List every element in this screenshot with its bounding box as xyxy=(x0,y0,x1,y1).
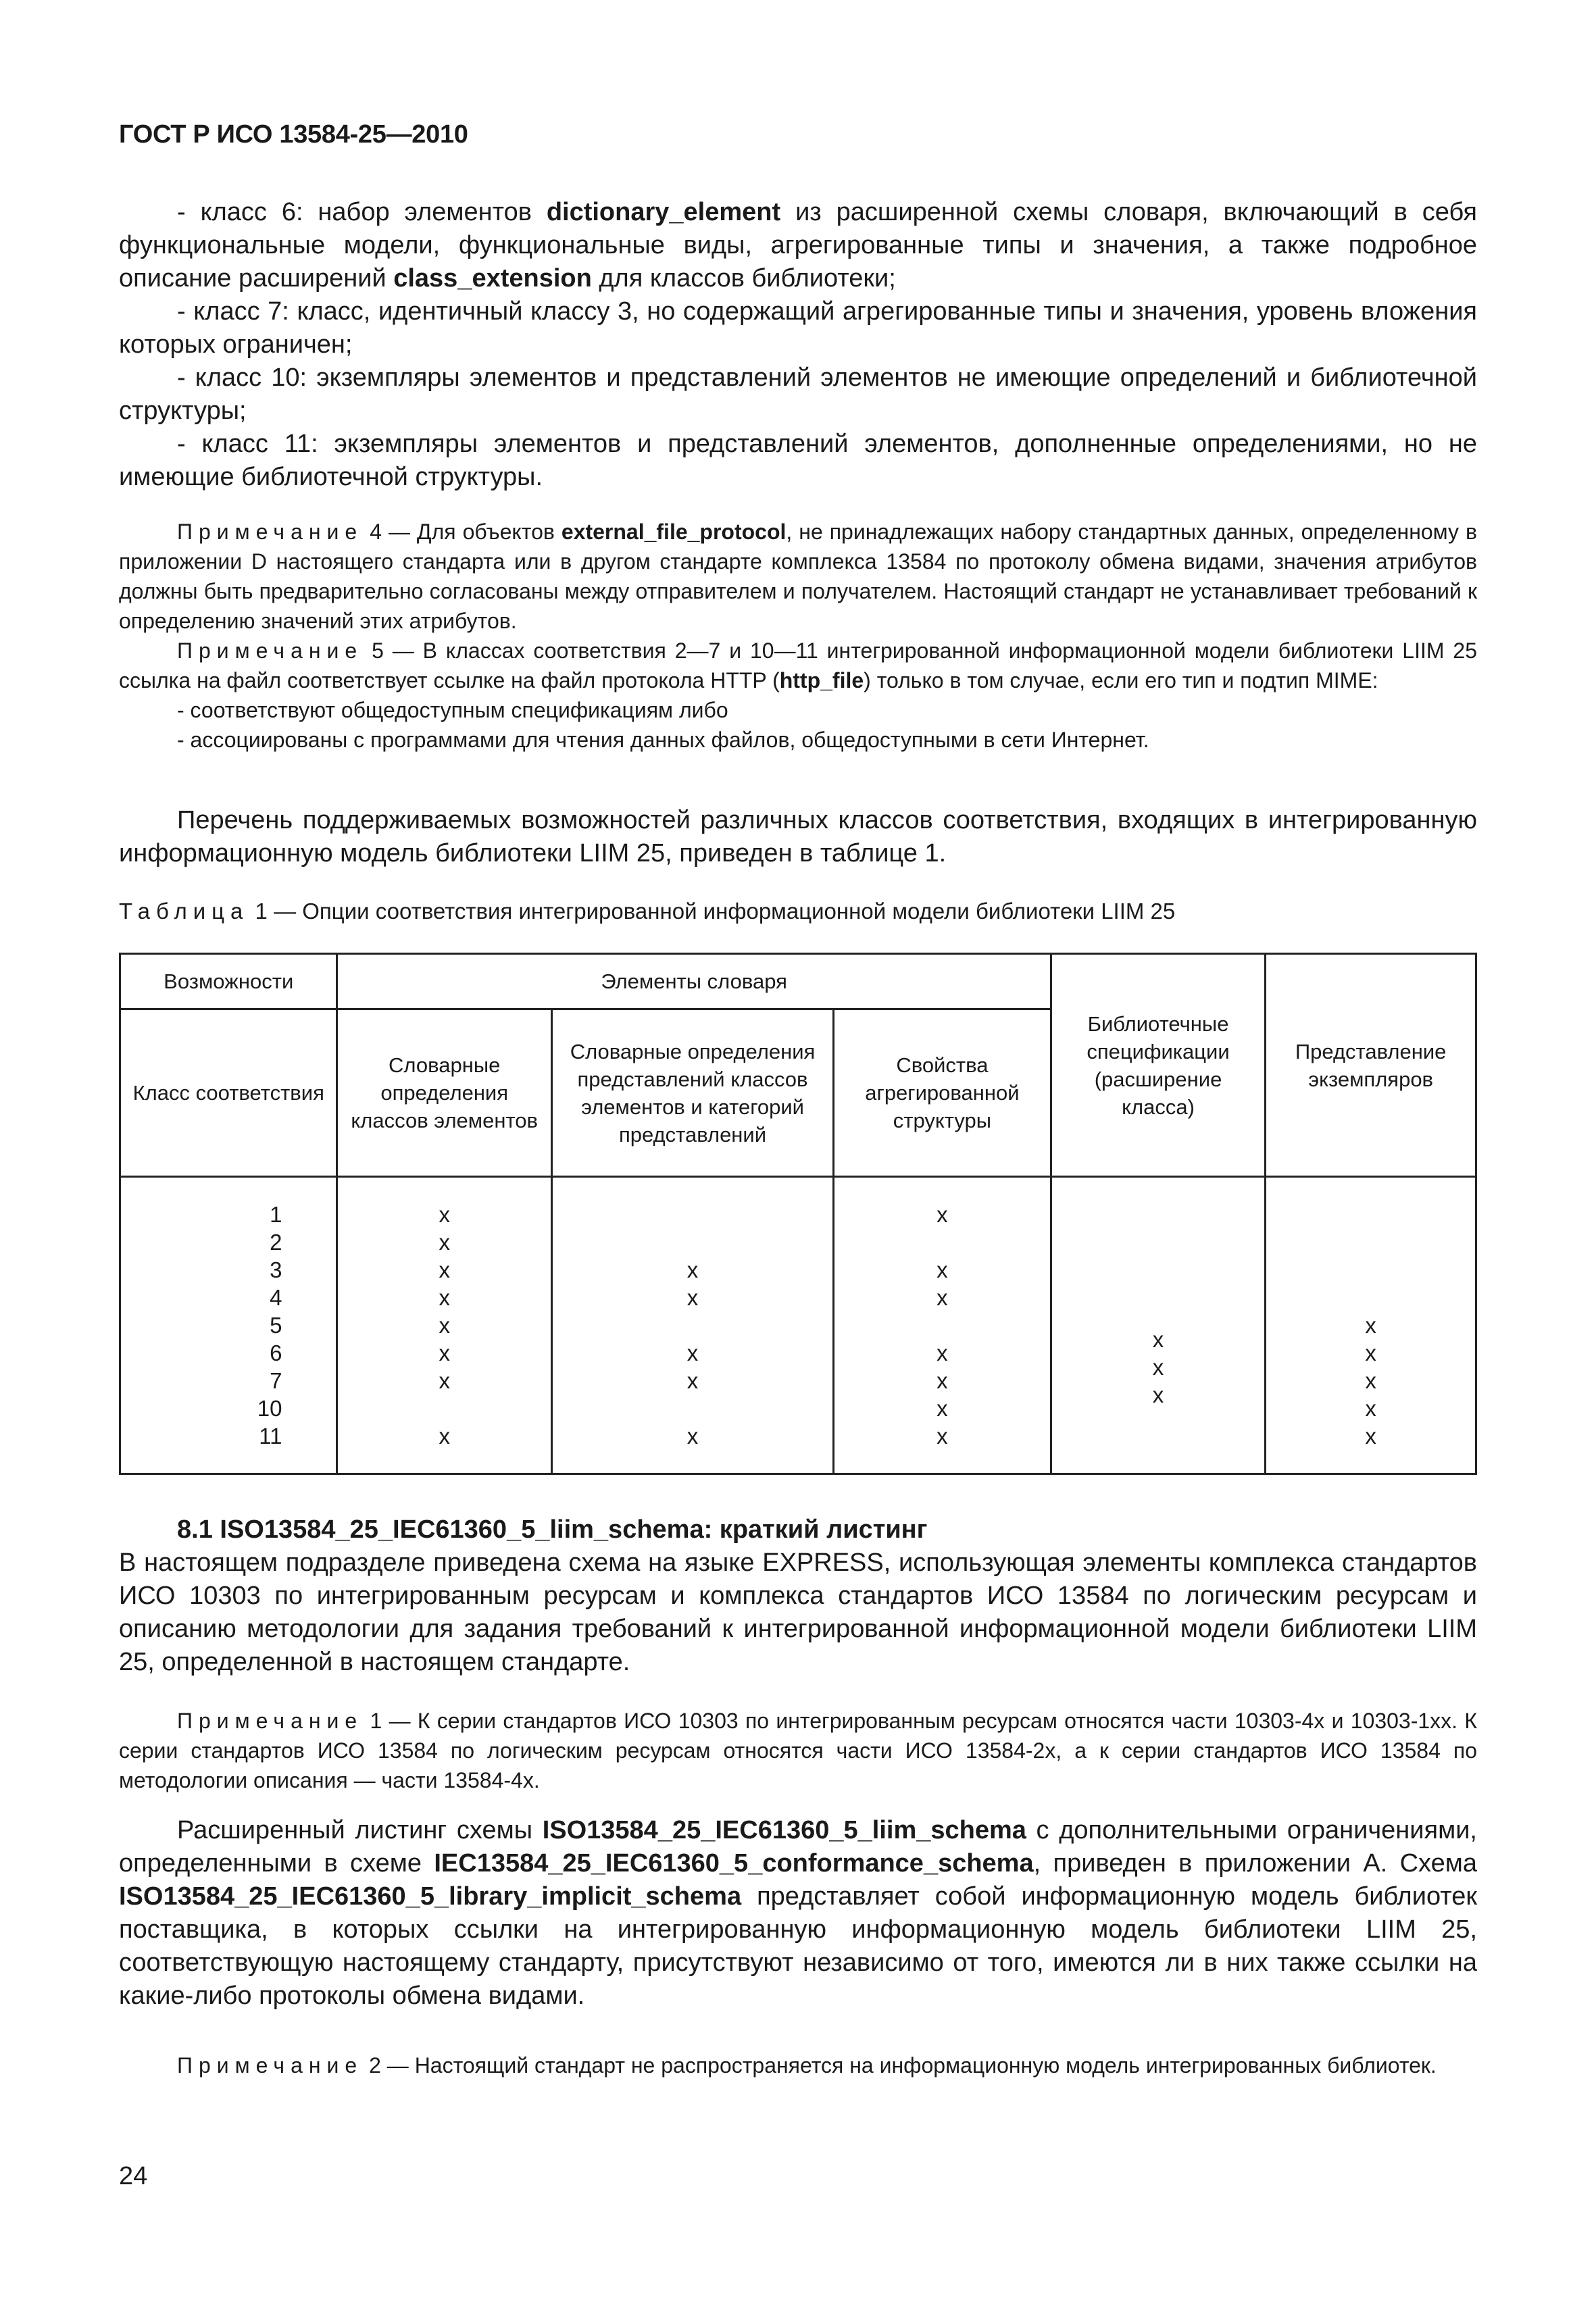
header-possibilities: Возможности xyxy=(120,954,337,1009)
section-8-1 xyxy=(119,1513,1477,1679)
note-1-block xyxy=(119,1706,1477,1795)
notes-block xyxy=(119,517,1477,755)
note-2-block xyxy=(119,2051,1477,2080)
intro-item-class6: - класс 6: набор элементов dictionary_element из расширенной схемы словаря, включающий в себя функциональные модели, функциональные виды, агрегированные типы и значения, а также подробное описание расширений class_extension для классов библиотеки; xyxy=(119,198,1477,293)
column-class-values: 1 2 3 4 5 6 7 10 11 xyxy=(120,1177,337,1474)
note-2: Примечание 2 — Настоящий стандарт не распространяется на информационную модель интегрированных библиотек. xyxy=(177,2053,1437,2078)
header-library-specs: Библиотечные спецификации (расширение класса) xyxy=(1051,954,1266,1177)
column-instances-values: x x x x x xyxy=(1266,1177,1476,1474)
table-caption: Таблица 1 — Опции соответствия интегрированной информационной модели библиотеки LIIM 25 xyxy=(119,899,1176,924)
column-library-values: x x x xyxy=(1051,1177,1266,1474)
column-definitions-values: x x x x x x x x xyxy=(337,1177,551,1474)
document-header: ГОСТ Р ИСО 13584-25—2010 xyxy=(119,120,468,149)
intro-item-class11: - класс 11: экземпляры элементов и представлений элементов, дополненные определениями, но не имеющие библиотечной структуры. xyxy=(119,430,1477,491)
conformance-table xyxy=(119,953,1477,1475)
note-5-item: - ассоциированы с программами для чтения данных файлов, общедоступными в сети Интернет. xyxy=(177,728,1149,752)
section-paragraph: В настоящем подразделе приведена схема на языке EXPRESS, использующая элементы комплекса стандартов ИСО 10303 по интегрированным ресурсам и комплекса стандартов ИСО 13584 по логическим ресурсам и описанию методологии для задания требований к интегрированной информационной модели библиотеки LIIM 25, определенной в настоящем стандарте. xyxy=(119,1549,1477,1676)
header-dictionary-definitions: Словарные определения классов элементов xyxy=(337,1009,551,1177)
section-title: 8.1 ISO13584_25_IEC61360_5_liim_schema: краткий листинг xyxy=(177,1515,928,1544)
header-instances: Представление экземпляров xyxy=(1266,954,1476,1177)
column-view-values: x x x x x xyxy=(551,1177,833,1474)
header-view-definitions: Словарные определения представлений классов элементов и категорий представлений xyxy=(551,1009,833,1177)
header-aggregate-properties: Свойства агрегированной структуры xyxy=(834,1009,1051,1177)
intro-item-class10: - класс 10: экземпляры элементов и представлений элементов не имеющие определений и библиотечной структуры; xyxy=(119,363,1477,425)
note-1: Примечание 1 — К серии стандартов ИСО 10303 по интегрированным ресурсам относятся части 10303-4х и 10303-1хх. К серии стандартов ИСО 13584 по логическим ресурсам относятся части ИСО 13584-2х, а к серии стандартов ИСО 13584 по методологии описания — части 13584-4х. xyxy=(119,1709,1477,1792)
intro-item-class7: - класс 7: класс, идентичный классу 3, но содержащий агрегированные типы и значения, уровень вложения которых ограничен; xyxy=(119,297,1477,359)
extended-listing-paragraph: Расширенный листинг схемы ISO13584_25_IEC61360_5_liim_schema с дополнительными ограничениями, определенными в схеме IEC13584_25_IEC61360_5_conformance_schema, приведен в приложении А. Схема ISO13584_25_IEC61360_5_library_implicit_schema представляет собой информационную модель библиотек поставщика, в которых ссылки на интегрированную информационную модель библиотеки LIIM 25, соответствующую настоящему стандарту, присутствуют независимо от того, имеются ли в них также ссылки на какие-либо протоколы обмена видами. xyxy=(119,1816,1477,2010)
note-5-item: - соответствуют общедоступным спецификациям либо xyxy=(177,698,728,722)
page-number: 24 xyxy=(119,2162,148,2190)
header-dictionary-elements: Элементы словаря xyxy=(337,954,1051,1009)
note-4: Примечание 4 — Для объектов external_file_protocol, не принадлежащих набору стандартных данных, определенному в приложении D настоящего стандарта или в другом стандарте комплекса 13584 по протоколу обмена видами, значения атрибутов должны быть предварительно согласованы между отправителем и получателем. Настоящий стандарт не устанавливает требований к определению значений этих атрибутов. xyxy=(119,520,1478,633)
column-aggregate-values: x x x x x x x xyxy=(834,1177,1051,1474)
table-intro-paragraph: Перечень поддерживаемых возможностей различных классов соответствия, входящих в интегрированную информационную модель библиотеки LIIM 25, приведен в таблице 1. xyxy=(119,806,1477,867)
note-5: Примечание 5 — В классах соответствия 2—7 и 10—11 интегрированной информационной модели библиотеки LIIM 25 ссылка на файл соответствует ссылке на файл протокола HTTP (http_file) только в том случае, если его тип и подтип MIME: xyxy=(119,638,1477,693)
intro-list xyxy=(119,196,1477,494)
header-conformance-class: Класс соответствия xyxy=(120,1009,337,1177)
